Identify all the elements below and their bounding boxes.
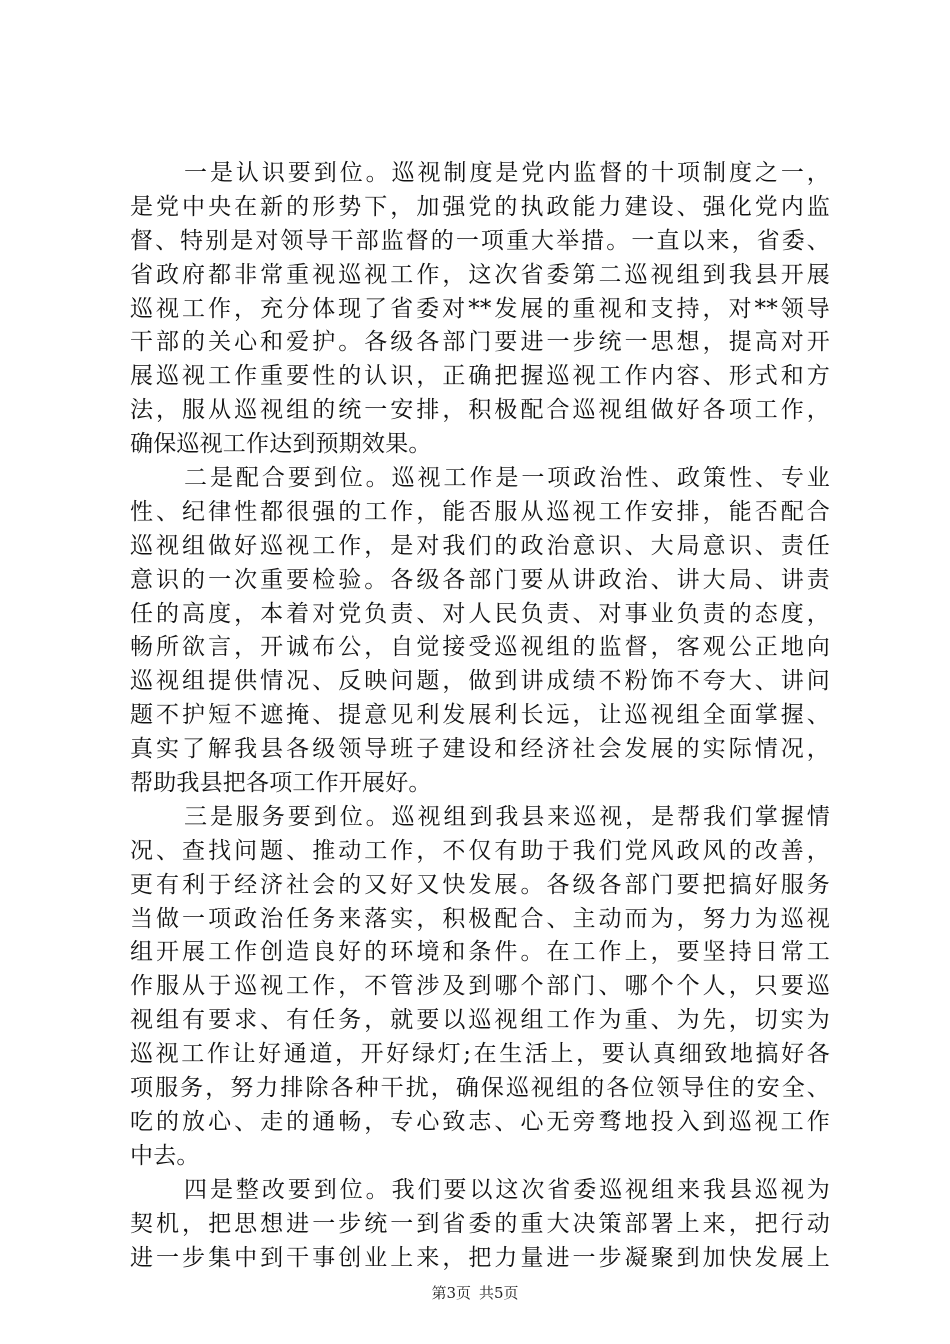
text-line: 帮助我县把各项工作开展好。	[130, 770, 432, 797]
text-line: 意识的一次重要检验。各级各部门要从讲政治、讲大局、讲责	[130, 566, 830, 593]
text-line: 三是服务要到位。巡视组到我县来巡视，是帮我们掌握情	[184, 803, 830, 830]
page-footer	[0, 1283, 950, 1303]
text-line: 契机，把思想进一步统一到省委的重大决策部署上来，把行动	[130, 1210, 830, 1237]
paragraph	[130, 801, 830, 1174]
document-body	[130, 157, 830, 1275]
paragraph	[130, 157, 830, 462]
text-line: 督、特别是对领导干部监督的一项重大举措。一直以来，省委、	[130, 227, 830, 254]
text-line: 项服务，努力排除各种干扰，确保巡视组的各位领导住的安全、	[130, 1075, 830, 1102]
text-line: 巡视组做好巡视工作，是对我们的政治意识、大局意识、责任	[130, 532, 830, 559]
text-line: 题不护短不遮掩、提意见利发展利长远，让巡视组全面掌握、	[130, 702, 830, 729]
text-line: 组开展工作创造良好的环境和条件。在工作上，要坚持日常工	[130, 939, 830, 966]
text-line: 法，服从巡视组的统一安排，积极配合巡视组做好各项工作，	[130, 397, 830, 424]
paragraph	[130, 462, 830, 801]
text-line: 展巡视工作重要性的认识，正确把握巡视工作内容、形式和方	[130, 363, 830, 390]
text-line: 性、纪律性都很强的工作，能否服从巡视工作安排，能否配合	[130, 498, 830, 525]
text-line: 更有利于经济社会的又好又快发展。各级各部门要把搞好服务	[130, 871, 830, 898]
text-line: 二是配合要到位。巡视工作是一项政治性、政策性、专业	[184, 465, 830, 492]
text-line: 确保巡视工作达到预期效果。	[130, 431, 432, 458]
text-line: 是党中央在新的形势下，加强党的执政能力建设、强化党内监	[130, 193, 830, 220]
page-total: 共5页	[479, 1284, 519, 1302]
text-line: 畅所欲言，开诚布公，自觉接受巡视组的监督，客观公正地向	[130, 634, 830, 661]
text-line: 省政府都非常重视巡视工作，这次省委第二巡视组到我县开展	[130, 261, 830, 288]
page-number: 第3页	[431, 1284, 471, 1302]
text-line: 巡视工作让好通道，开好绿灯;在生活上，要认真细致地搞好各	[130, 1041, 830, 1068]
text-line: 当做一项政治任务来落实，积极配合、主动而为，努力为巡视	[130, 905, 830, 932]
text-line: 视组有要求、有任务，就要以巡视组工作为重、为先，切实为	[130, 1007, 830, 1034]
text-line: 真实了解我县各级领导班子建设和经济社会发展的实际情况，	[130, 736, 830, 763]
text-line: 巡视工作，充分体现了省委对**发展的重视和支持，对**领导	[130, 295, 830, 322]
text-line: 一是认识要到位。巡视制度是党内监督的十项制度之一，	[184, 160, 830, 186]
text-line: 中去。	[130, 1142, 200, 1169]
text-line: 进一步集中到干事创业上来，把力量进一步凝聚到加快发展上	[130, 1244, 830, 1271]
text-line: 干部的关心和爱护。各级各部门要进一步统一思想，提高对开	[130, 329, 830, 356]
paragraph	[130, 1174, 830, 1276]
text-line: 巡视组提供情况、反映问题，做到讲成绩不粉饰不夸大、讲问	[130, 668, 830, 695]
text-line: 任的高度，本着对党负责、对人民负责、对事业负责的态度，	[130, 600, 830, 627]
text-line: 吃的放心、走的通畅，专心致志、心无旁骛地投入到巡视工作	[130, 1108, 830, 1135]
text-line: 作服从于巡视工作，不管涉及到哪个部门、哪个个人，只要巡	[130, 973, 830, 1000]
text-line: 况、查找问题、推动工作，不仅有助于我们党风政风的改善，	[130, 837, 830, 864]
text-line: 四是整改要到位。我们要以这次省委巡视组来我县巡视为	[184, 1176, 830, 1203]
